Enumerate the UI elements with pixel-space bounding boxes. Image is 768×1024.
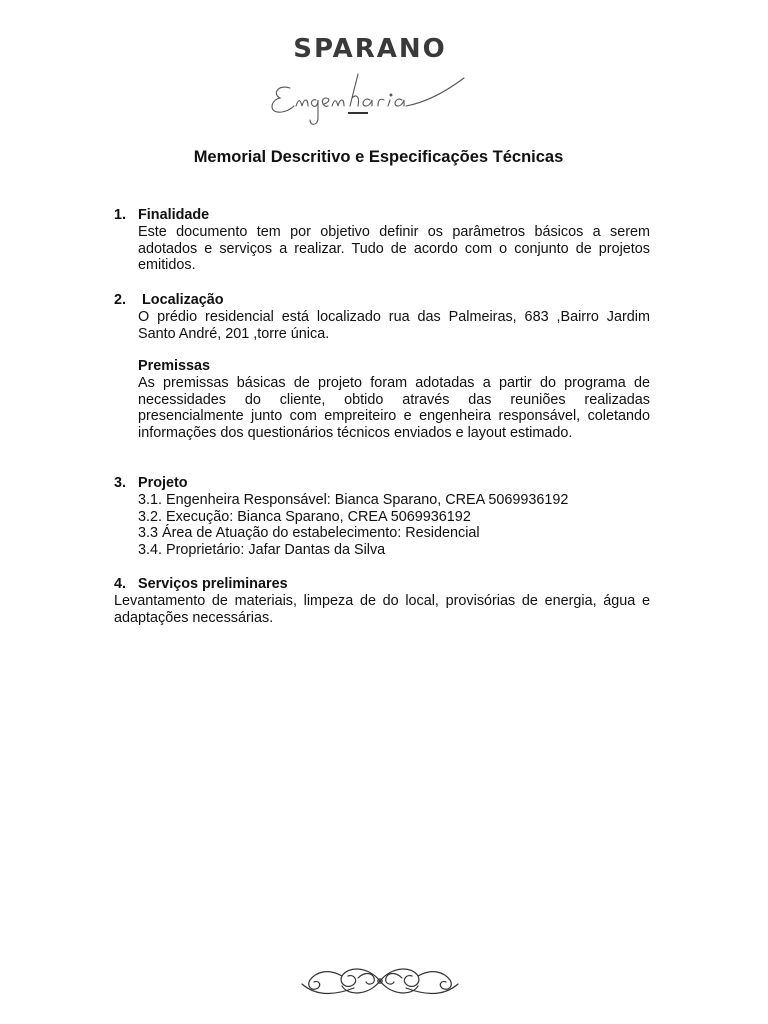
section-3-number: 3. <box>114 475 127 491</box>
document-title: Memorial Descritivo e Especificações Técnicas <box>193 148 564 166</box>
logo-divider <box>348 112 368 114</box>
section-4-number: 4. <box>114 576 127 592</box>
section-4-heading-row <box>138 576 650 593</box>
logo-script-signature <box>268 66 472 132</box>
section-3-item: 3.1. Engenheira Responsável: Bianca Sparano, CREA 5069936192 <box>138 491 569 508</box>
section-3-item: 3.2. Execução: Bianca Sparano, CREA 5069936192 <box>138 508 471 525</box>
section-3-item: 3.4. Proprietário: Jafar Dantas da Silva <box>138 542 386 559</box>
section-2-heading: Localização <box>142 292 224 308</box>
section-3 <box>138 475 650 559</box>
logo-brand-text: SPARANO <box>293 34 447 64</box>
section-2-number: 2. <box>114 292 127 308</box>
footer-flourish-ornament <box>298 958 462 1004</box>
section-4-heading: Serviços preliminares <box>138 576 288 592</box>
section-4-body: Levantamento de materiais, limpeza de do local, provisórias de energia, água e adaptações necessárias. <box>114 593 650 626</box>
section-2 <box>138 292 650 342</box>
company-logo <box>268 28 472 124</box>
section-3-heading: Projeto <box>138 475 188 491</box>
premissas-heading: Premissas <box>138 358 211 374</box>
section-3-item: 3.3 Área de Atuação do estabelecimento: Residencial <box>138 525 480 542</box>
section-1-number: 1. <box>114 207 127 223</box>
section-1-body: Este documento tem por objetivo definir os parâmetros básicos a serem adotados e serviços a realizar. Tudo de acordo com o conjunto de projetos emitidos. <box>138 223 650 274</box>
section-1-heading: Finalidade <box>138 207 210 223</box>
premissas-section <box>138 358 650 442</box>
section-2-body: O prédio residencial está localizado rua das Palmeiras, 683 ,Bairro Jardim Santo André, 201 ,torre única. <box>138 308 650 342</box>
section-1 <box>138 207 650 274</box>
premissas-body: As premissas básicas de projeto foram adotadas a partir do programa de necessidades do cliente, obtido através das reuniões realizadas presencialmente junto com empreiteiro e engenheira responsável, coletando informações dos questionários técnicos enviados e layout estimado. <box>138 374 650 442</box>
